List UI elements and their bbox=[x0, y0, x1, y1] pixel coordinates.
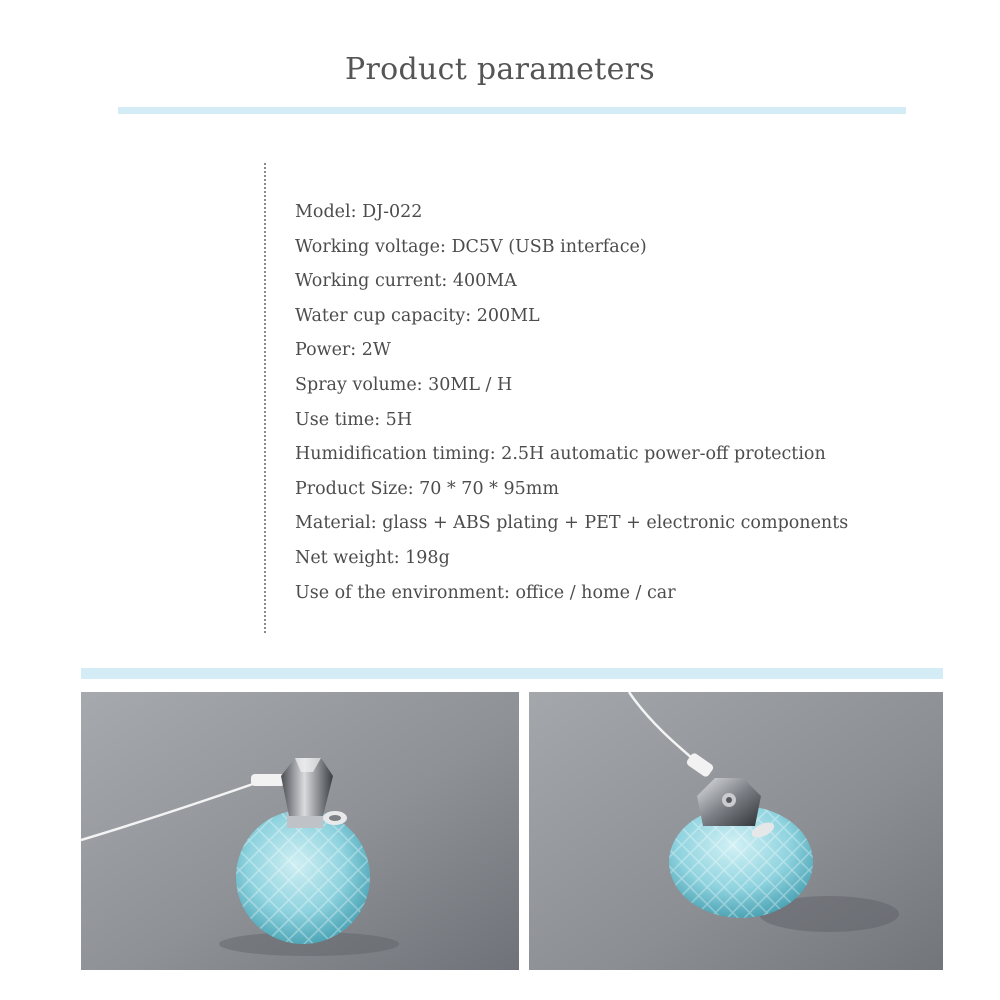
spec-water-cup-capacity: Water cup capacity: 200ML bbox=[295, 305, 540, 326]
page-title: Product parameters bbox=[345, 52, 655, 87]
spec-power: Power: 2W bbox=[295, 340, 391, 361]
top-accent-band bbox=[118, 107, 906, 114]
humidifier-front-illustration bbox=[81, 692, 519, 970]
bottom-accent-band bbox=[81, 668, 943, 679]
spec-working-voltage: Working voltage: DC5V (USB interface) bbox=[295, 236, 647, 257]
spec-humidification-timing: Humidification timing: 2.5H automatic power-off protection bbox=[295, 444, 826, 465]
spec-spray-volume: Spray volume: 30ML / H bbox=[295, 374, 513, 395]
spec-working-current: Working current: 400MA bbox=[295, 271, 517, 292]
spec-model: Model: DJ-022 bbox=[295, 202, 423, 222]
spec-material: Material: glass + ABS plating + PET + electronic components bbox=[295, 513, 849, 534]
dotted-divider bbox=[264, 163, 266, 633]
humidifier-front-photo bbox=[81, 692, 519, 970]
spec-list bbox=[295, 198, 848, 613]
spec-environment: Use of the environment: office / home / car bbox=[295, 582, 676, 603]
spec-net-weight: Net weight: 198g bbox=[295, 547, 450, 568]
humidifier-top-photo bbox=[529, 692, 943, 970]
spec-product-size: Product Size: 70 * 70 * 95mm bbox=[295, 478, 559, 499]
spec-use-time: Use time: 5H bbox=[295, 409, 413, 430]
humidifier-top-illustration bbox=[529, 692, 943, 970]
